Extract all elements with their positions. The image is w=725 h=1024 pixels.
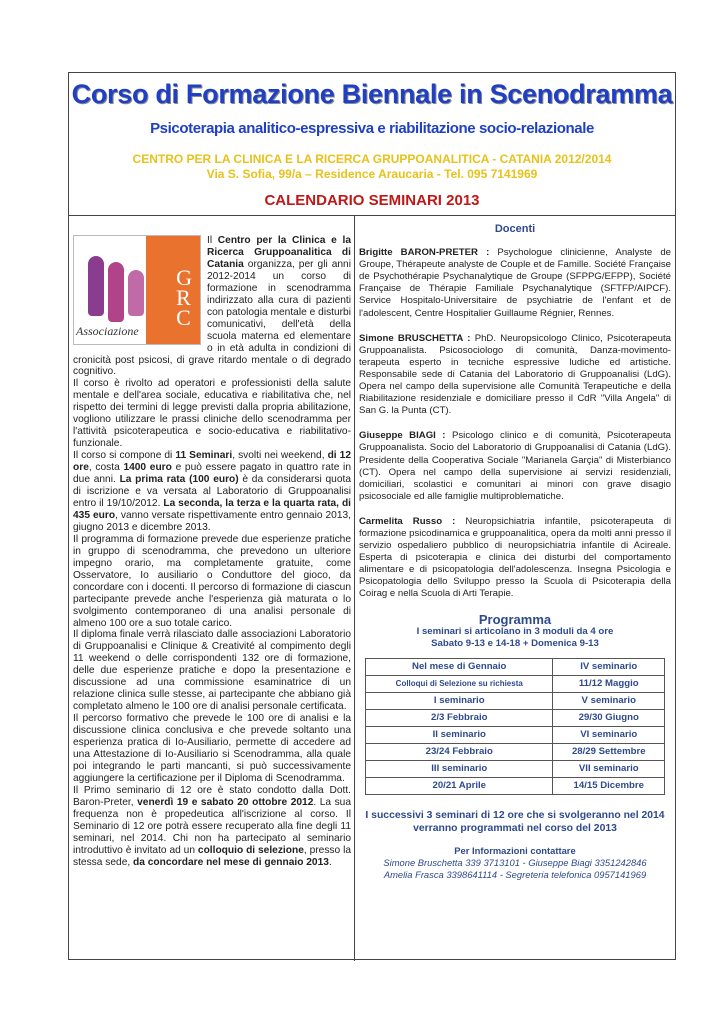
calendar-title: CALENDARIO SEMINARI 2013 xyxy=(264,192,480,209)
docente-entry: Giuseppe BIAGI : Psicologo clinico e di comunità, Psicoterapeuta Gruppoanalista. Socio del Laboratorio di Gruppoanalisi di Catania (LdG). Presidente della Cooperativa Sociale "Marianela Garçia" di Misterbianco (CT). Opera nel campo della supervisione ai servizi residenziali, domiciliari, scolastici e comunitari ai minori con grave disagio psicosociale ed alle famiglie multiproblematiche. xyxy=(359,430,671,502)
paragraph-intro: Il Centro per la Clinica e la Ricerca Gruppoanalitica di Catania organizza, per gli anni 2012-2014 un corso di formazione in scenodramma indirizzato alla cura di pazienti con patologia mentale e disturbi comunicativi, dell'età della scuola materna ed elementare o in età adulta in condizioni di cronicità post psicosi, di grave ritardo mentale o di degrado cognitivo. xyxy=(73,235,351,378)
logo-letters xyxy=(176,265,192,330)
docente-entry: Brigitte BARON-PRETER : Psychologue clinicienne, Analyste de Groupe, Thérapeute analyste de Couple et de Famille. Société Française de Psychothérapie Psychanalytique de Groupe (SFPPG/EFPP), Société Française de Thérapie Familiale Psychanalytique (SFTFP/AIPCF). Service Hospitalo-Universitaire de psychiatrie de l'enfant et de l'adolescent, Centre Hospitalier Guillaume Régnier, Rennes. xyxy=(359,247,672,319)
table-cell: 2/3 Febbraio xyxy=(366,709,553,726)
table-row xyxy=(366,709,665,726)
right-column xyxy=(359,223,671,881)
info-contacts-1: Simone Bruschetta 339 3713101 - Giuseppe Biagi 3351242846 xyxy=(383,856,647,868)
programma-title: Programma xyxy=(478,611,552,627)
table-cell: 28/29 Settembre xyxy=(553,743,665,760)
table-row xyxy=(366,777,665,794)
page-title: Corso di Formazione Biennale in Scenodramma xyxy=(71,79,673,109)
table-row xyxy=(366,726,665,743)
docente-entry: Simone BRUSCHETTA : PhD. Neuropsicologo Clinico, Psicoterapeuta Gruppoanalista. Psicosociologo di comunità, Danza-movimento-terapeuta esperto in tecniche espressive ludiche ed artistiche. Responsabile sede di Catania del Laboratorio di Gruppoanalisi (LdG). Opera nel campo della supervisione alle Comunità Terapeutiche e della Riabilitazione residenziale e domiciliare presso il CdR "Villa Angela" di San G. la Punta (CT). xyxy=(359,332,671,417)
table-row xyxy=(366,760,665,777)
paragraph-target: Il corso è rivolto ad operatori e professionisti della salute mentale e dell'area sociale, educativa e riabilitativa che, nel rispetto dei termini di legge previsti dalla propria abilitazione, vogliono utilizzare le prassi cliniche dello scenodramma per l'attività psicoterapeutica e socio-educativa e riabilitativo-funzionale. xyxy=(73,378,351,450)
logo-letter: G xyxy=(176,265,192,290)
table-row xyxy=(366,743,665,760)
logo-text: Associazione xyxy=(76,324,139,339)
column-divider xyxy=(354,215,355,961)
table-cell: II seminario xyxy=(366,726,553,743)
docente-entry: Carmelita Russo : Neuropsichiatria infantile, psicoterapeuta di formazione psicodinamica e gruppoanalitica, opera da molti anni presso il servizio ospedaliero pubblico di neuropsichiatria infantile di Acireale. Esperta di psicoterapia e clinica dei disturbi del comportamento alimentare e di psicopatologia dell'adolescenza. Insegna Psicologia e Psicopatologia dello Sviluppo presso la Scuola di Psicoterapia della Coirag e nella Scuola di Arti Terapie. xyxy=(359,515,671,600)
schedule-table xyxy=(365,658,665,795)
info-contacts-2: Amelia Frasca 3398641114 - Segreteria telefonica 0957141969 xyxy=(383,868,647,880)
table-cell: I seminario xyxy=(366,692,553,709)
table-cell: 11/12 Maggio xyxy=(553,675,665,692)
logo-letter: C xyxy=(176,305,191,330)
paragraph-programma: Il programma di formazione prevede due esperienze pratiche in gruppo di scenodramma, che prevedono un ulteriore impegno orario, ma completamente gratuite, come Osservatore, Io ausiliario o Conduttore del gioco, da concordare con i docenti. Il percorso di formazione di ciascun partecipante prevede anche l'esperienza già maturata o lo svolgimento contemporaneo di una analisi personale di almeno 100 ore a suo totale carico. xyxy=(73,533,351,629)
table-row xyxy=(366,692,665,709)
table-cell: 29/30 Giugno xyxy=(553,709,665,726)
paragraph-percorso: Il percorso formativo che prevede le 100 ore di analisi e la discussione clinica conclusiva e che prevede soltanto una esperienza pratica di Io-Ausiliario, permette di accedere ad una Attestazione di Io-Ausiliario si Scenodramma, alla quale poi integrando le parti mancanti, si può successivamente aggiungere la certificazione per il Diploma di Scenodramma. xyxy=(73,713,351,784)
table-cell: 14/15 Dicembre xyxy=(553,777,665,794)
left-column xyxy=(73,235,351,869)
table-cell: Nel mese di Gennaio xyxy=(366,658,553,675)
table-cell: 23/24 Febbraio xyxy=(366,743,553,760)
logo-figure-icon xyxy=(128,270,144,316)
centro-line-1: CENTRO PER LA CLINICA E LA RICERCA GRUPPOANALITICA - CATANIA 2012/2014 xyxy=(132,152,612,166)
successivi-note: I successivi 3 seminari di 12 ore che si svolgeranno nel 2014 verranno programmati nel corso del 2013 xyxy=(365,809,665,834)
logo-orange-panel xyxy=(146,236,201,345)
table-cell: V seminario xyxy=(553,692,665,709)
programma-subtitle-2: Sabato 9-13 e 14-18 + Domenica 9-13 xyxy=(431,637,599,649)
docenti-title: Docenti xyxy=(494,223,536,235)
table-cell: VII seminario xyxy=(553,760,665,777)
info-title: Per Informazioni contattare xyxy=(454,844,576,856)
page-subtitle: Psicoterapia analitico-espressiva e riabilitazione socio-relazionale xyxy=(150,120,594,137)
table-row xyxy=(366,675,665,692)
table-cell: 20/21 Aprile xyxy=(366,777,553,794)
paragraph-primo-seminario: Il Primo seminario di 12 ore è stato condotto dalla Dott. Baron-Preter, venerdì 19 e sabato 20 ottobre 2012. La sua frequenza non è propedeutica all'iscrizione al corso. Il Seminario di 12 ore potrà essere recuperato alla fine degli 11 seminari, nel 2014. Chi non ha partecipato al seminario introduttivo è invitato ad un colloquio di selezione, presso la stessa sede, da concordare nel mese di gennaio 2013. xyxy=(73,784,352,868)
programma-subtitle-1: I seminari si articolano in 3 moduli da 4 ore xyxy=(416,625,614,637)
table-cell: VI seminario xyxy=(553,726,665,743)
paragraph-diploma: Il diploma finale verrà rilasciato dalle associazioni Laboratorio di Gruppoanalisi e Clinique & Creativité al compimento degli 11 weekend o delle corrispondenti 132 ore di formazione, delle due esperienze pratiche e dopo la presentazione e discussione ad una commissione esaminatrice di un relazione clinica sulle stesse, ai partecipante che abbiano già completato almeno le 100 ore di analisi personale certificata. xyxy=(73,629,351,713)
document-frame xyxy=(68,72,676,960)
table-cell: IV seminario xyxy=(553,658,665,675)
paragraph-costs: Il corso si compone di 11 Seminari, svolti nei weekend, di 12 ore, costa 1400 euro e può essere pagato in quattro rate in due anni. La prima rata (100 euro) è da considerarsi quota di iscrizione e va versata al Laboratorio di Gruppoanalisi entro il 19/10/2012. La seconda, la terza e la quarta rata, di 435 euro, vanno versate rispettivamente entro gennaio 2013, giugno 2013 e dicembre 2013. xyxy=(73,450,352,533)
logo-letter: R xyxy=(176,285,191,310)
table-row xyxy=(366,658,665,675)
table-cell: Colloqui di Selezione su richiesta xyxy=(366,675,553,692)
logo-figure-icon xyxy=(88,256,104,316)
logo-figure-icon xyxy=(108,262,124,322)
table-cell: III seminario xyxy=(366,760,553,777)
association-logo xyxy=(73,235,201,345)
centro-line-2: Via S. Sofia, 99/a – Residence Araucaria - Tel. 095 7141969 xyxy=(206,167,538,181)
header xyxy=(69,73,675,216)
